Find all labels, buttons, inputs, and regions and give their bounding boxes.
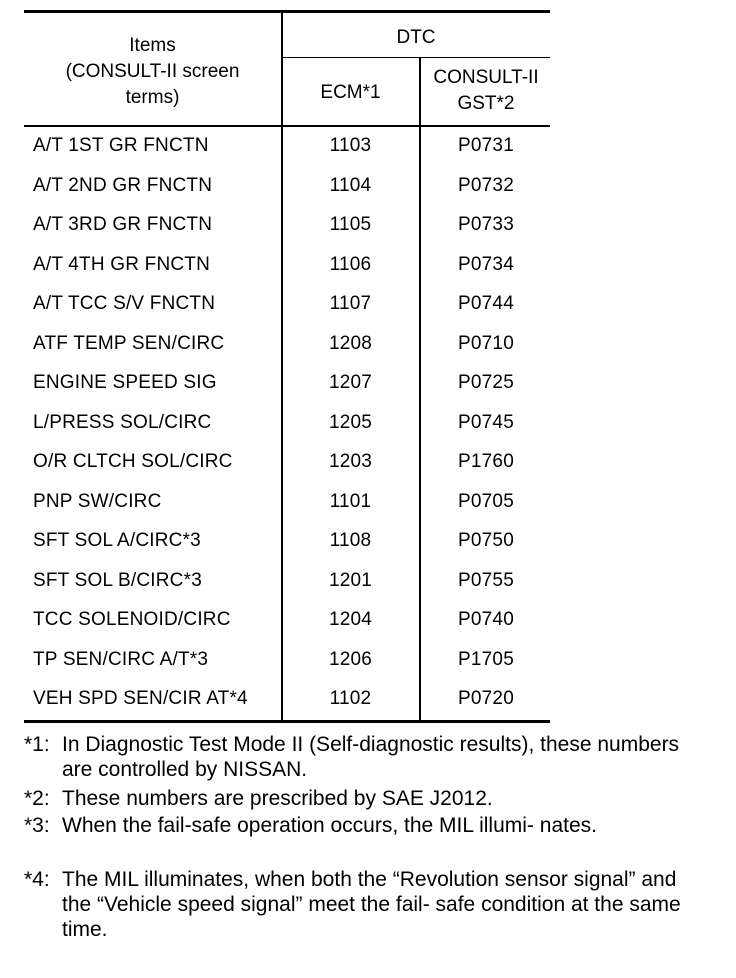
ecm-cell: 1206 — [328, 649, 373, 670]
gst-cell: P0725 — [458, 372, 514, 393]
item-cell: L/PRESS SOL/CIRC — [33, 412, 212, 433]
item-cell: SFT SOL A/CIRC*3 — [33, 530, 201, 551]
ecm-header: ECM*1 — [320, 82, 381, 103]
consult-header-line2: GST*2 — [457, 93, 515, 114]
gst-cell: P0710 — [458, 333, 514, 354]
ecm-cell: 1102 — [329, 688, 372, 709]
footnote-text: These numbers are prescribed by SAE J2012. — [62, 787, 493, 810]
table-top-rule — [24, 10, 550, 13]
ecm-cell: 1107 — [329, 293, 372, 314]
footnote-text: In Diagnostic Test Mode II (Self-diagnostic results), these numbers are controlled by NISSAN. — [62, 733, 680, 781]
gst-cell: P0755 — [458, 570, 514, 591]
footnote-label: *1: — [24, 733, 50, 756]
item-cell: A/T 1ST GR FNCTN — [33, 135, 209, 156]
gst-cell: P0720 — [458, 688, 514, 709]
item-cell: A/T 2ND GR FNCTN — [33, 175, 213, 196]
ecm-cell: 1203 — [328, 451, 373, 472]
item-cell: O/R CLTCH SOL/CIRC — [33, 451, 233, 472]
footnote-text: When the fail-safe operation occurs, the MIL illumi- nates. — [62, 814, 597, 837]
item-cell: SFT SOL B/CIRC*3 — [33, 570, 202, 591]
gst-cell: P0732 — [458, 175, 514, 196]
item-cell: A/T TCC S/V FNCTN — [33, 293, 216, 314]
footnote-label: *3: — [24, 814, 50, 837]
footnote-3 — [24, 813, 714, 838]
table-bottom-rule — [24, 720, 550, 723]
ecm-cell: 1104 — [329, 175, 372, 196]
ecm-cell: 1105 — [329, 214, 372, 235]
gst-cell: P1705 — [458, 649, 514, 670]
ecm-cell: 1103 — [329, 135, 372, 156]
footnote-1 — [24, 732, 714, 782]
footnote-4 — [24, 867, 714, 942]
footnote-text: The MIL illuminates, when both the “Revolution sensor signal” and the “Vehicle speed signal” meet the fail- safe condition at the same time. — [62, 868, 681, 941]
dtc-header: DTC — [396, 27, 436, 48]
ecm-cell: 1207 — [328, 372, 373, 393]
item-cell: TCC SOLENOID/CIRC — [33, 609, 231, 630]
gst-cell: P0731 — [458, 135, 514, 156]
footnote-label: *4: — [24, 868, 50, 891]
items-header-line1: Items — [129, 35, 176, 56]
gst-cell: P0705 — [458, 491, 514, 512]
item-cell: VEH SPD SEN/CIR AT*4 — [33, 688, 248, 709]
consult-header-line1: CONSULT-II — [433, 67, 539, 88]
gst-cell: P0750 — [458, 530, 514, 551]
ecm-cell: 1108 — [329, 530, 372, 551]
ecm-cell: 1201 — [328, 570, 373, 591]
ecm-cell: 1101 — [329, 491, 372, 512]
item-cell: A/T 3RD GR FNCTN — [33, 214, 213, 235]
gst-cell: P0744 — [458, 293, 514, 314]
header-bottom-rule — [24, 125, 550, 127]
ecm-cell: 1204 — [328, 609, 373, 630]
gst-cell: P0740 — [458, 609, 514, 630]
footnote-2 — [24, 786, 714, 811]
ecm-cell: 1106 — [329, 254, 372, 275]
gst-cell: P0733 — [458, 214, 514, 235]
item-cell: A/T 4TH GR FNCTN — [33, 254, 211, 275]
dtc-header-rule — [282, 57, 550, 58]
items-header-line2: (CONSULT-II screen — [65, 61, 240, 82]
item-cell: ATF TEMP SEN/CIRC — [33, 333, 225, 354]
gst-cell: P1760 — [458, 451, 514, 472]
gst-cell: P0745 — [458, 412, 514, 433]
ecm-cell: 1205 — [328, 412, 373, 433]
item-cell: TP SEN/CIRC A/T*3 — [33, 649, 209, 670]
item-cell: PNP SW/CIRC — [33, 491, 162, 512]
gst-cell: P0734 — [458, 254, 514, 275]
ecm-cell: 1208 — [328, 333, 373, 354]
items-header-line3: terms) — [125, 87, 180, 108]
item-cell: ENGINE SPEED SIG — [33, 372, 217, 393]
footnote-label: *2: — [24, 787, 50, 810]
